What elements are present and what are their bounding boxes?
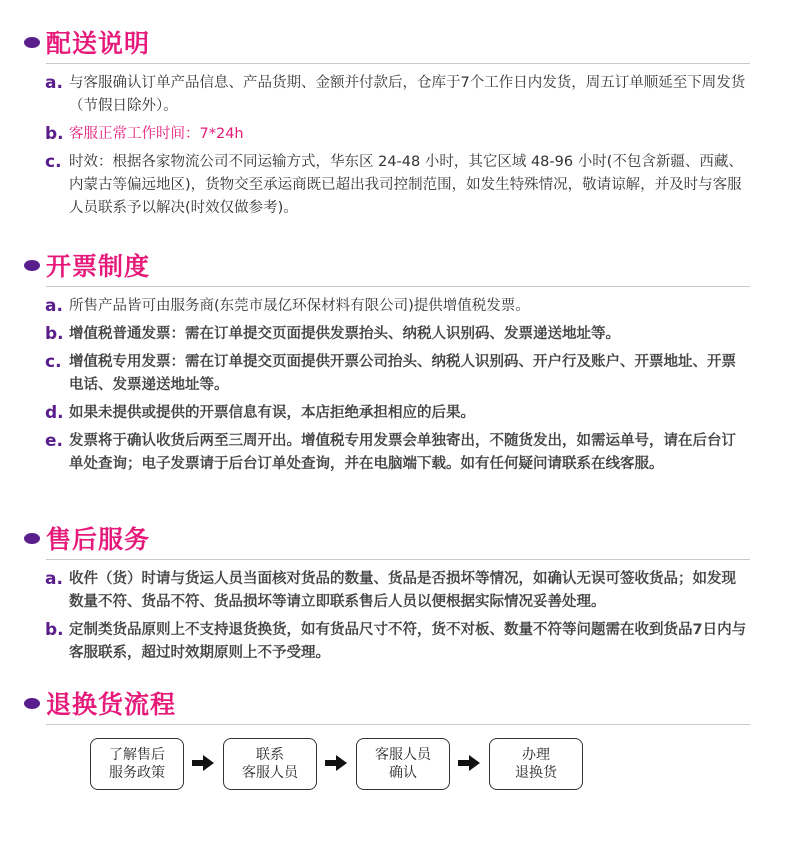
item-text: 与客服确认订单产品信息、产品货期、金额并付款后，仓库于7个工作日内发货，周五订单顺延至下周发货（节假日除外）。	[69, 75, 746, 114]
item-label: a.	[45, 73, 63, 93]
flow-step-line1: 客服人员	[375, 747, 431, 763]
flow-step-line1: 联系	[256, 747, 284, 763]
section-title: 配送说明	[46, 29, 151, 58]
flow-step-line1: 了解售后	[109, 747, 165, 763]
section-header	[0, 22, 790, 62]
section-bullet-icon	[24, 698, 40, 709]
section-invoice	[0, 245, 790, 472]
item-text: 发票将于确认收货后两至三周开出。增值税专用发票会单独寄出，不随货发出，如需运单号，请在后台订单处查询；电子发票请于后台订单处查询，并在电脑端下载。如有任何疑问请联系在线客服。	[69, 433, 736, 472]
item-label: b.	[45, 324, 64, 344]
section-after-sales	[0, 518, 790, 661]
list-item	[45, 402, 750, 425]
item-text: 增值税普通发票：需在订单提交页面提供发票抬头、纳税人识别码、发票递送地址等。	[69, 326, 620, 342]
list-item	[45, 295, 750, 318]
item-text: 增值税专用发票：需在订单提交页面提供开票公司抬头、纳税人识别码、开户行及账户、开票地址、开票电话、发票递送地址等。	[69, 354, 736, 393]
flow-step	[356, 738, 450, 790]
list-item	[45, 123, 750, 146]
section-header	[0, 518, 790, 558]
section-divider	[46, 286, 750, 287]
list-item	[45, 430, 750, 476]
flow-step	[90, 738, 184, 790]
item-label: c.	[45, 352, 62, 372]
item-list	[45, 295, 750, 476]
list-item	[45, 351, 750, 397]
section-header	[0, 245, 790, 285]
list-item	[45, 619, 750, 665]
arrow-right-icon	[325, 755, 347, 771]
section-header	[0, 683, 790, 723]
flow-step-line2: 确认	[389, 765, 417, 781]
list-item	[45, 151, 750, 220]
return-flow	[90, 738, 590, 790]
list-item	[45, 323, 750, 346]
item-label: a.	[45, 569, 63, 589]
item-list	[45, 72, 750, 220]
flow-step	[489, 738, 583, 790]
section-title: 开票制度	[46, 252, 151, 281]
item-text: 客服正常工作时间：7*24h	[69, 126, 244, 142]
section-bullet-icon	[24, 37, 40, 48]
item-label: b.	[45, 620, 64, 640]
list-item	[45, 72, 750, 118]
item-text: 如果未提供或提供的开票信息有误，本店拒绝承担相应的后果。	[69, 405, 475, 421]
flow-step	[223, 738, 317, 790]
item-text: 收件（货）时请与货运人员当面核对货品的数量、货品是否损坏等情况，如确认无误可签收货品；如发现数量不符、货品不符、货品损坏等请立即联系售后人员以便根据实际情况妥善处理。	[69, 571, 736, 610]
item-label: a.	[45, 296, 63, 316]
section-delivery	[0, 22, 790, 216]
arrow-right-icon	[192, 755, 214, 771]
item-label: b.	[45, 124, 64, 144]
item-label: c.	[45, 152, 62, 172]
section-title: 售后服务	[46, 525, 151, 554]
section-bullet-icon	[24, 260, 40, 271]
flow-step-line2: 退换货	[515, 765, 557, 781]
item-label: e.	[45, 431, 63, 451]
section-divider	[46, 724, 750, 725]
flow-step-line2: 客服人员	[242, 765, 298, 781]
item-text: 时效：根据各家物流公司不同运输方式，华东区 24-48 小时，其它区域 48-96 小时(不包含新疆、西藏、内蒙古等偏远地区)，货物交至承运商既已超出我司控制范围，如发生特殊情况，敬请谅解，并及时与客服人员联系予以解决(时效仅做参考)。	[69, 154, 743, 216]
list-item	[45, 568, 750, 614]
flow-step-line2: 服务政策	[109, 765, 165, 781]
section-title: 退换货流程	[46, 690, 177, 719]
item-list	[45, 568, 750, 665]
section-return-process	[0, 683, 790, 723]
section-divider	[46, 63, 750, 64]
flow-step-line1: 办理	[522, 747, 550, 763]
item-label: d.	[45, 403, 64, 423]
section-divider	[46, 559, 750, 560]
item-text: 所售产品皆可由服务商(东莞市晟亿环保材料有限公司)提供增值税发票。	[69, 298, 530, 314]
item-text: 定制类货品原则上不支持退货换货，如有货品尺寸不符，货不对板、数量不符等问题需在收到货品7日内与客服联系，超过时效期原则上不予受理。	[69, 622, 747, 661]
section-bullet-icon	[24, 533, 40, 544]
arrow-right-icon	[458, 755, 480, 771]
